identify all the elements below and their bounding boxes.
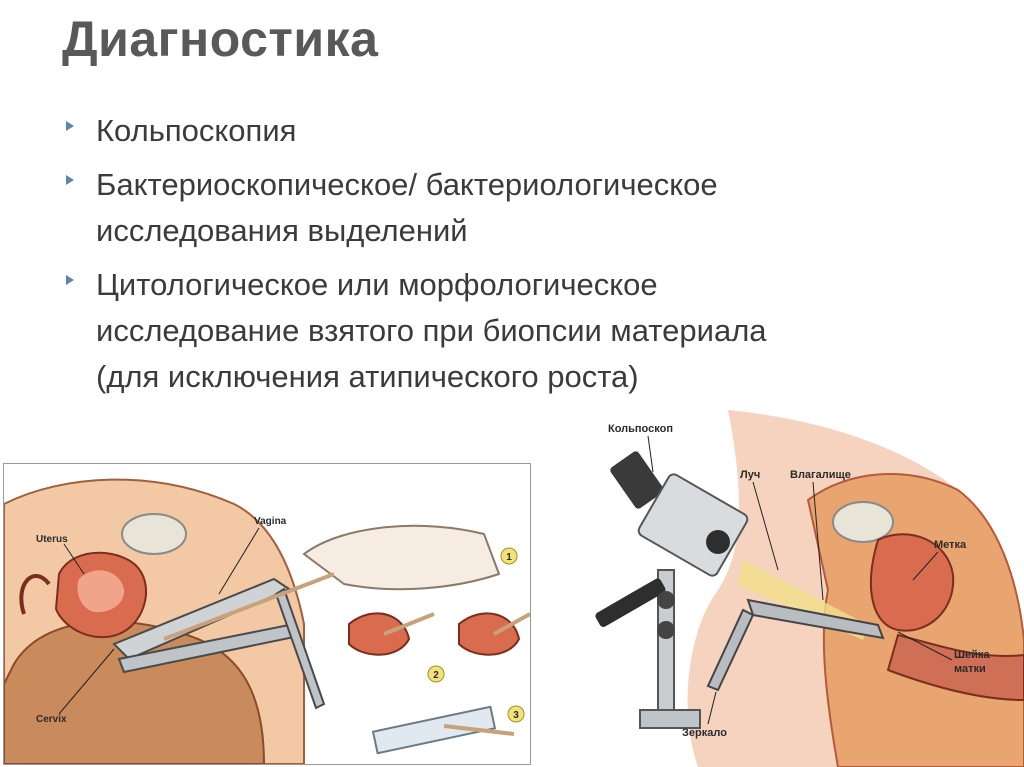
joint-knob <box>657 591 675 609</box>
label-beam: Луч <box>740 469 761 481</box>
speculum-exam-illustration <box>3 463 531 765</box>
label-cervix: Cervix <box>36 714 67 725</box>
step-cervix-1 <box>349 613 409 654</box>
bullet-item <box>62 162 962 254</box>
hand <box>304 526 499 589</box>
joint-knob <box>657 621 675 639</box>
bullet-text: Кольпоскопия <box>96 113 297 148</box>
step-number: 1 <box>506 552 512 563</box>
label-uterus: Uterus <box>36 534 68 545</box>
colposcopy-illustration <box>578 410 1024 767</box>
stand-base <box>640 710 700 728</box>
label-speculum: Зеркало <box>682 727 727 739</box>
bullet-arrow-icon <box>66 175 74 185</box>
leader-line <box>648 436 653 472</box>
bullet-arrow-icon <box>66 121 74 131</box>
bullet-arrow-icon <box>66 275 74 285</box>
bullet-list <box>62 108 962 408</box>
bladder <box>833 502 893 542</box>
bullet-text: Цитологическое или морфологическое <box>96 267 658 302</box>
bullet-text: Бактериоскопическое/ бактериологическое <box>96 167 718 202</box>
step-cervix-2 <box>459 613 519 654</box>
label-vagina: Vagina <box>254 516 287 527</box>
colposcope-drawing <box>578 410 1024 767</box>
bullet-item <box>62 262 962 400</box>
slide-title: Диагностика <box>62 11 379 67</box>
bullet-item <box>62 108 962 154</box>
handle-arm <box>594 577 667 628</box>
label-colposcope: Кольпоскоп <box>608 423 673 435</box>
label-vagina: Влагалище <box>790 469 851 481</box>
bullet-text: исследование взятого при биопсии материала <box>96 313 767 348</box>
bullet-text: (для исключения атипического роста) <box>96 359 639 394</box>
step-number: 3 <box>513 710 519 721</box>
label-cervix-1: Шейка <box>954 649 990 661</box>
anatomy-drawing <box>4 464 530 764</box>
label-mark: Метка <box>934 539 967 551</box>
bladder <box>122 514 186 554</box>
step-number: 2 <box>433 670 439 681</box>
label-cervix-2: матки <box>954 663 986 675</box>
bullet-text: исследования выделений <box>96 213 468 248</box>
focus-knob <box>706 530 730 554</box>
